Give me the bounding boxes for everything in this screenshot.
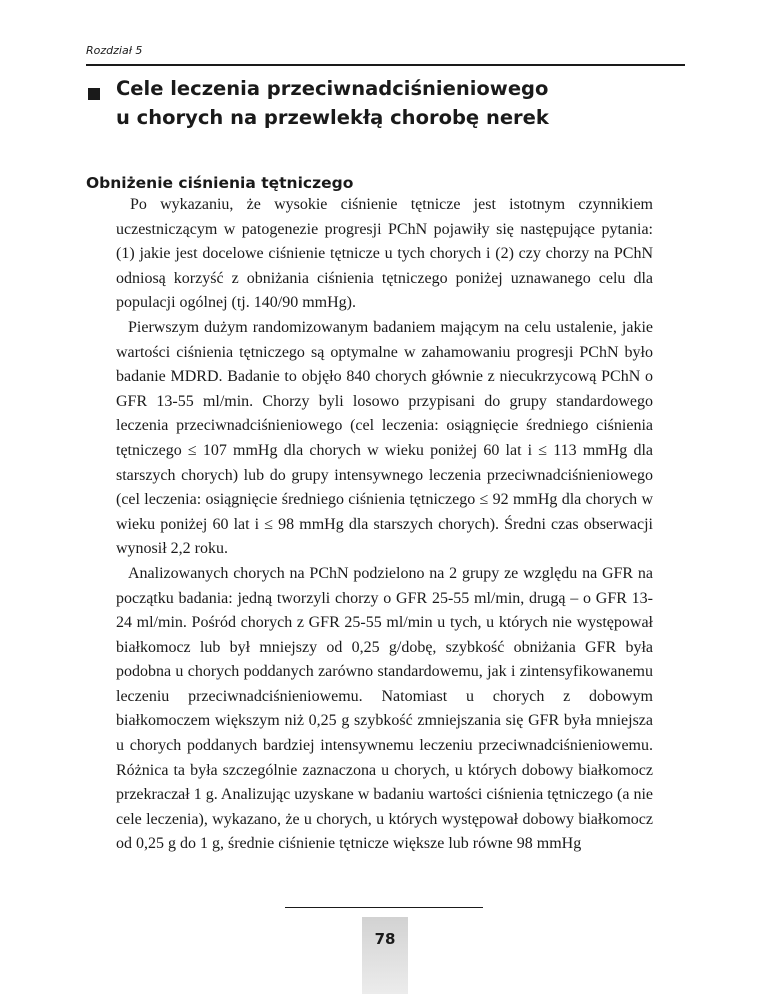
chapter-title-line-1: Cele leczenia przeciwnadciśnieniowego: [116, 77, 549, 100]
footer-rule: [285, 907, 483, 908]
paragraph: Analizowanych chorych na PChN podzielono na 2 grupy ze względu na GFR na początku badania: jedną tworzyli chorzy o GFR 25-55 ml/min, drugą – o GFR 13-24 ml/min. Pośród chorych z GFR 25-55 ml/min u tych, u których nie występował białkomocz lub był mniejszy od 0,25 g/dobę, szybkość obniżania GFR była podobna u chorych poddanych zarówno standardowemu, jak i zintensyfikowanemu leczeniu przeciwnadciśnieniowemu. Natomiast u chorych z dobowym białkomoczem większym niż 0,25 g szybkość zmniejszania się GFR była mniejsza u chorych poddanych bardziej intensywnemu leczeniu przeciwnadciśnieniowemu. Różnica ta była szczególnie zaznaczona u chorych, u których dobowy białkomocz przekraczał 1 g. Analizując uzyskane w badaniu wartości ciśnienia tętniczego (a nie cele leczenia), wykazano, że u chorych, u których występował dobowy białkomocz od 0,25 g do 1 g, średnie ciśnienie tętnicze większe lub równe 98 mmHg: [116, 564, 653, 853]
running-head: Rozdział 5: [86, 44, 143, 57]
section-heading: Obniżenie ciśnienia tętniczego: [86, 174, 354, 192]
paragraph: Pierwszym dużym randomizowanym badaniem mającym na celu ustalenie, jakie wartości ciśnienia tętniczego są optymalne w zahamowaniu progresji PChN było badanie MDRD. Badanie to objęło 840 chorych głównie z niecukrzycową PChN o GFR 13-55 ml/min. Chorzy byli losowo przypisani do grupy standardowego leczenia przeciwnadciśnieniowego (cel leczenia: osiągnięcie średniego ciśnienia tętniczego ≤ 107 mmHg dla chorych w wieku poniżej 60 lat i ≤ 113 mmHg dla starszych chorych) lub do grupy intensywnego leczenia przeciwnadciśnieniowego (cel leczenia: osiągnięcie średniego ciśnienia tętniczego ≤ 92 mmHg dla chorych w wieku poniżej 60 lat i ≤ 98 mmHg dla starszych chorych). Średni czas obserwacji wynosił 2,2 roku.: [116, 318, 653, 558]
page-number-tab: [362, 917, 408, 994]
square-bullet-icon: [88, 88, 100, 100]
page-number: 78: [374, 930, 396, 948]
body-text: [116, 193, 653, 857]
chapter-title: [116, 74, 676, 132]
paragraph: Po wykazaniu, że wysokie ciśnienie tętnicze jest istotnym czynnikiem uczestniczącym w patogenezie progresji PChN pojawiły się następujące pytania: (1) jakie jest docelowe ciśnienie tętnicze u tych chorych i (2) czy chorzy na PChN odniosą korzyść z obniżania ciśnienia tętniczego poniżej uznawanego celu dla populacji ogólnej (tj. 140/90 mmHg).: [116, 196, 653, 312]
header-rule: [86, 64, 685, 66]
chapter-title-line-2: u chorych na przewlekłą chorobę nerek: [116, 106, 549, 129]
